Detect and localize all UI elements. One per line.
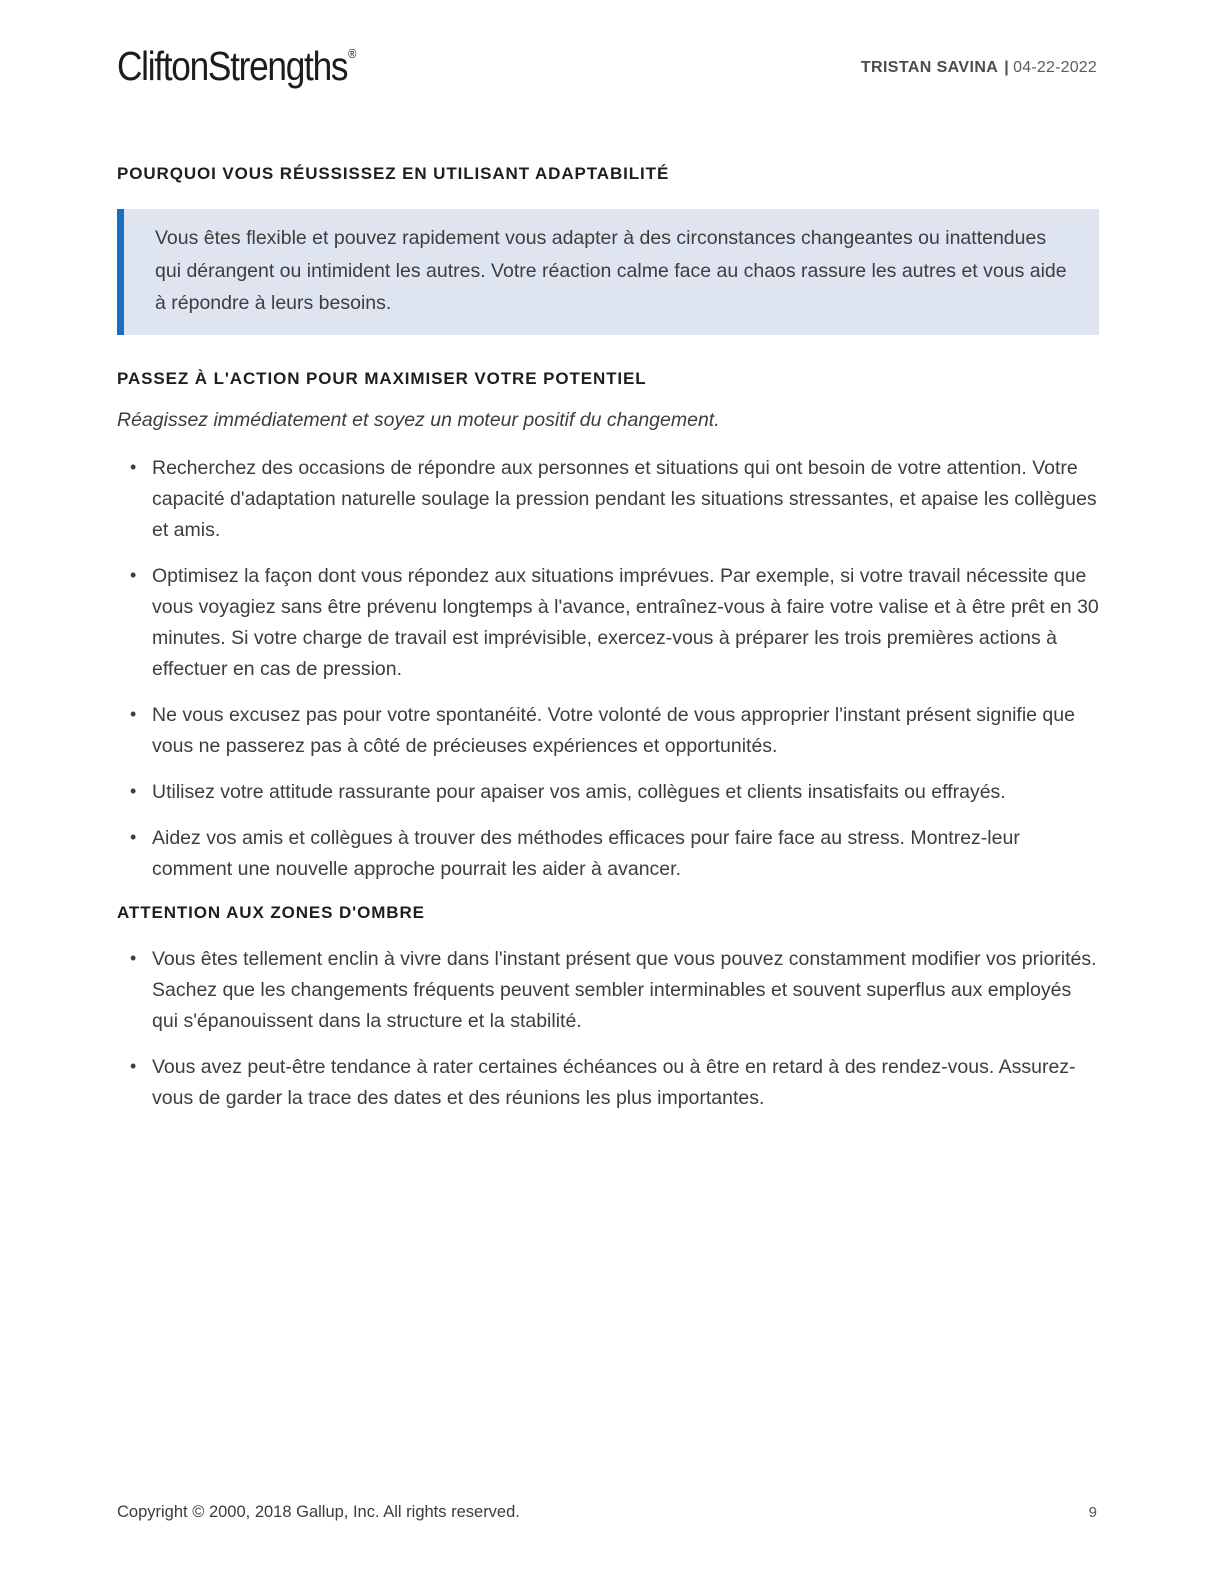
bullet-text: Vous êtes tellement enclin à vivre dans l'instant présent que vous pouvez constamment modifier vos priorités. Sachez que les changements fréquents peuvent sembler interminables et souvent superflus aux employés qui s'épanouissent dans la structure et la stabilité. xyxy=(152,947,1097,1032)
page-header xyxy=(117,43,1097,89)
action-section xyxy=(117,368,1099,885)
bullet-text: Vous avez peut-être tendance à rater certaines échéances ou à être en retard à des rendez-vous. Assurez-vous de garder la trace des dates et des réunions les plus importantes. xyxy=(152,1055,1076,1109)
bullet-icon: • xyxy=(130,1055,137,1076)
copyright-text: Copyright © 2000, 2018 Gallup, Inc. All rights reserved. xyxy=(117,1503,520,1521)
page-number: 9 xyxy=(1088,1504,1097,1521)
bullet-icon: • xyxy=(130,947,137,968)
cliftonstrengths-logo xyxy=(117,43,357,89)
action-section-heading: PASSEZ À L'ACTION POUR MAXIMISER VOTRE POTENTIEL xyxy=(117,368,647,388)
blindspot-section xyxy=(117,902,1099,1114)
action-bullet-list xyxy=(117,453,1099,885)
bullet-text: Ne vous excusez pas pour votre spontanéité. Votre volonté de vous approprier l'instant présent signifie que vous ne passerez pas à côté de précieuses expériences et opportunités. xyxy=(152,703,1075,757)
registered-mark: ® xyxy=(348,46,357,61)
bullet-text: Utilisez votre attitude rassurante pour apaiser vos amis, collègues et clients insatisfaits ou effrayés. xyxy=(152,780,1006,803)
list-item xyxy=(117,1052,1099,1114)
person-name: TRISTAN SAVINA xyxy=(860,59,999,76)
page-footer xyxy=(117,1503,1097,1522)
why-section-heading: POURQUOI VOUS RÉUSSISSEZ EN UTILISANT ADAPTABILITÉ xyxy=(117,164,670,183)
bullet-icon: • xyxy=(130,564,137,585)
bullet-text: Optimisez la façon dont vous répondez aux situations imprévues. Par exemple, si votre travail nécessite que vous voyagiez sans être prévenu longtemps à l'avance, entraînez-vous à faire votre valise et à être prêt en 30 minutes. Si votre charge de travail est imprévisible, exercez-vous à préparer les trois premières actions à effectuer en cas de pression. xyxy=(152,564,1099,680)
strength-callout-box xyxy=(117,209,1099,335)
meta-separator: | xyxy=(1004,59,1010,76)
bullet-icon: • xyxy=(130,456,137,477)
list-item xyxy=(117,700,1099,762)
list-item xyxy=(117,777,1099,808)
bullet-text: Recherchez des occasions de répondre aux personnes et situations qui ont besoin de votre attention. Votre capacité d'adaptation naturelle soulage la pression pendant les situations stressantes, et apaise les collègues et amis. xyxy=(152,456,1097,541)
report-content xyxy=(117,163,1099,1114)
report-meta xyxy=(861,59,1097,77)
list-item xyxy=(117,944,1099,1037)
list-item xyxy=(117,561,1099,685)
logo-text: CliftonStrengths xyxy=(117,43,348,89)
report-date: 04-22-2022 xyxy=(1013,59,1097,76)
blindspot-section-heading: ATTENTION AUX ZONES D'OMBRE xyxy=(117,902,425,922)
bullet-icon: • xyxy=(130,703,137,724)
callout-text: Vous êtes flexible et pouvez rapidement vous adapter à des circonstances changeantes ou inattendues qui dérangent ou intimident les autres. Votre réaction calme face au chaos rassure les autres et vous aide à répondre à leurs besoins. xyxy=(155,227,1067,314)
list-item xyxy=(117,453,1099,546)
bullet-icon: • xyxy=(130,780,137,801)
bullet-icon: • xyxy=(130,826,137,847)
action-intro: Réagissez immédiatement et soyez un moteur positif du changement. xyxy=(117,408,720,431)
list-item xyxy=(117,823,1099,885)
bullet-text: Aidez vos amis et collègues à trouver des méthodes efficaces pour faire face au stress. Montrez-leur comment une nouvelle approche pourrait les aider à avancer. xyxy=(152,826,1020,880)
blindspot-bullet-list xyxy=(117,944,1099,1114)
